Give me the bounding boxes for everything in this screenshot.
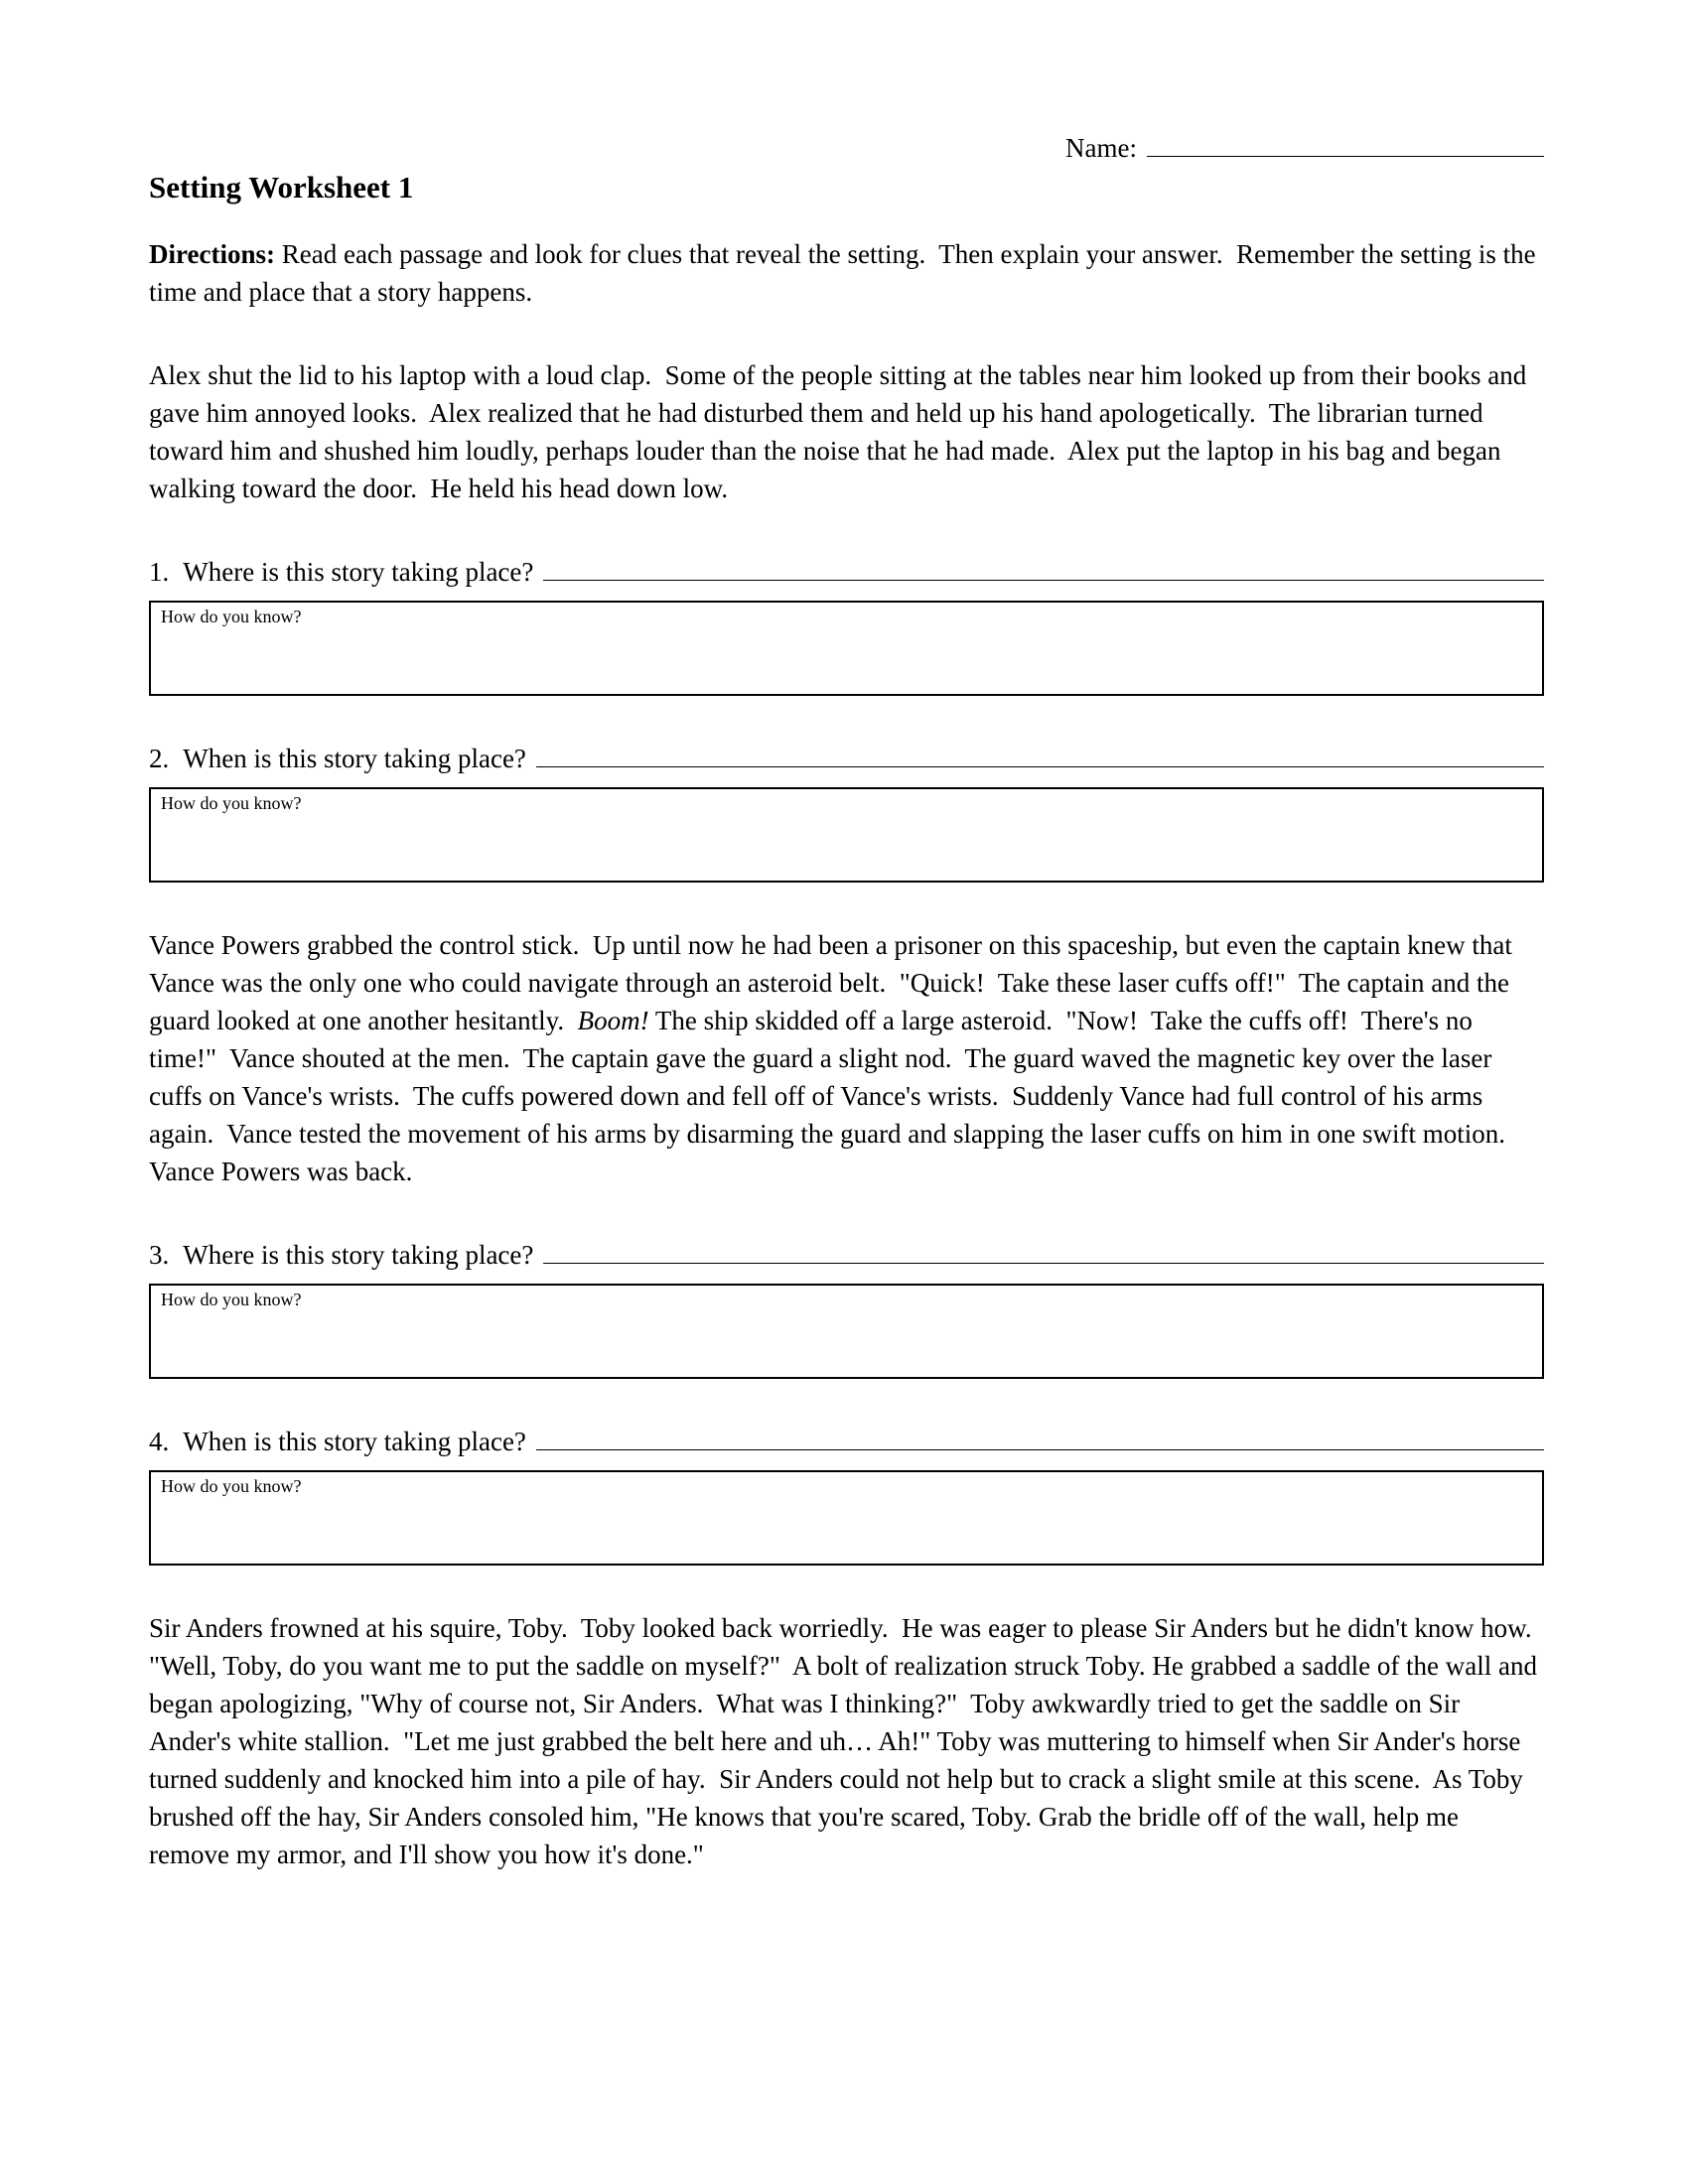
- question-4-answer-line[interactable]: [536, 1423, 1544, 1450]
- question-3: [149, 1236, 1544, 1274]
- passage-2: [149, 926, 1544, 1190]
- name-blank-line[interactable]: [1147, 127, 1544, 157]
- passage-2-part1: Vance Powers grabbed the control stick. Up until now he had been a prisoner on this spaceship, but even the captain knew that Vance was the only one who could navigate through an asteroid belt. "Quick! Take these laser cuffs off!" The captain and the guard looked at one another hesitantly.: [149, 930, 1519, 1035]
- question-2-number: 2.: [149, 744, 170, 773]
- passage-3: Sir Anders frowned at his squire, Toby. Toby looked back worriedly. He was eager to please Sir Anders but he didn't know how. "Well, Toby, do you want me to put the saddle on myself?" A bolt of realization struck Toby. He grabbed a saddle of the wall and began apologizing, "Why of course not, Sir Anders. What was I thinking?" Toby awkwardly tried to get the saddle on Sir Ander's white stallion. "Let me just grabbed the belt here and uh… Ah!" Toby was muttering to himself when Sir Ander's horse turned suddenly and knocked him into a pile of hay. Sir Anders could not help but to crack a slight smile at this scene. As Toby brushed off the hay, Sir Anders consoled him, "He knows that you're scared, Toby. Grab the bridle off of the wall, help me remove my armor, and I'll show you how it's done.": [149, 1613, 1546, 1869]
- how-do-you-know-label-2: How do you know?: [161, 793, 302, 813]
- how-do-you-know-label-4: How do you know?: [161, 1476, 302, 1496]
- directions-label: Directions:: [149, 239, 275, 269]
- question-3-number: 3.: [149, 1240, 170, 1270]
- question-3-answer-line[interactable]: [543, 1236, 1544, 1264]
- passage-2-italic: Boom!: [577, 1006, 649, 1035]
- question-1-number: 1.: [149, 557, 170, 587]
- passage-2-part2: The ship skidded off a large asteroid. "Now! Take the cuffs off! There's no time!" Vance shouted at the men. The captain gave the guard a slight nod. The guard waved the magnetic key over the laser cuffs on Vance's wrists. The cuffs powered down and fell off of Vance's wrists. Suddenly Vance had full control of his arms again. Vance tested the movement of his arms by disarming the guard and slapping the laser cuffs on him in one swift motion. Vance Powers was back.: [149, 1006, 1518, 1186]
- name-row: [149, 127, 1544, 164]
- question-1-text: Where is this story taking place?: [183, 557, 534, 587]
- question-1-answer-line[interactable]: [543, 553, 1544, 581]
- question-4-text: When is this story taking place?: [183, 1427, 526, 1456]
- answer-box-4[interactable]: [149, 1470, 1544, 1566]
- question-4: [149, 1423, 1544, 1460]
- question-3-text: Where is this story taking place?: [183, 1240, 534, 1270]
- how-do-you-know-label-3: How do you know?: [161, 1290, 302, 1309]
- page-title: Setting Worksheet 1: [149, 170, 414, 205]
- directions-text: Read each passage and look for clues that reveal the setting. Then explain your answer. Remember the setting is the time and place that a story happens.: [149, 239, 1543, 307]
- question-2: [149, 740, 1544, 777]
- question-1: [149, 553, 1544, 591]
- answer-box-2[interactable]: [149, 787, 1544, 883]
- how-do-you-know-label-1: How do you know?: [161, 607, 302, 626]
- answer-box-1[interactable]: [149, 601, 1544, 696]
- question-2-text: When is this story taking place?: [183, 744, 526, 773]
- passage-1: Alex shut the lid to his laptop with a loud clap. Some of the people sitting at the tables near him looked up from their books and gave him annoyed looks. Alex realized that he had disturbed them and held up his hand apologetically. The librarian turned toward him and shushed him loudly, perhaps louder than the noise that he had made. Alex put the laptop in his bag and began walking toward the door. He held his head down low.: [149, 360, 1533, 503]
- question-2-answer-line[interactable]: [536, 740, 1544, 767]
- directions-paragraph: [149, 235, 1544, 311]
- answer-box-3[interactable]: [149, 1284, 1544, 1379]
- name-label: Name:: [1065, 133, 1137, 163]
- question-4-number: 4.: [149, 1427, 170, 1456]
